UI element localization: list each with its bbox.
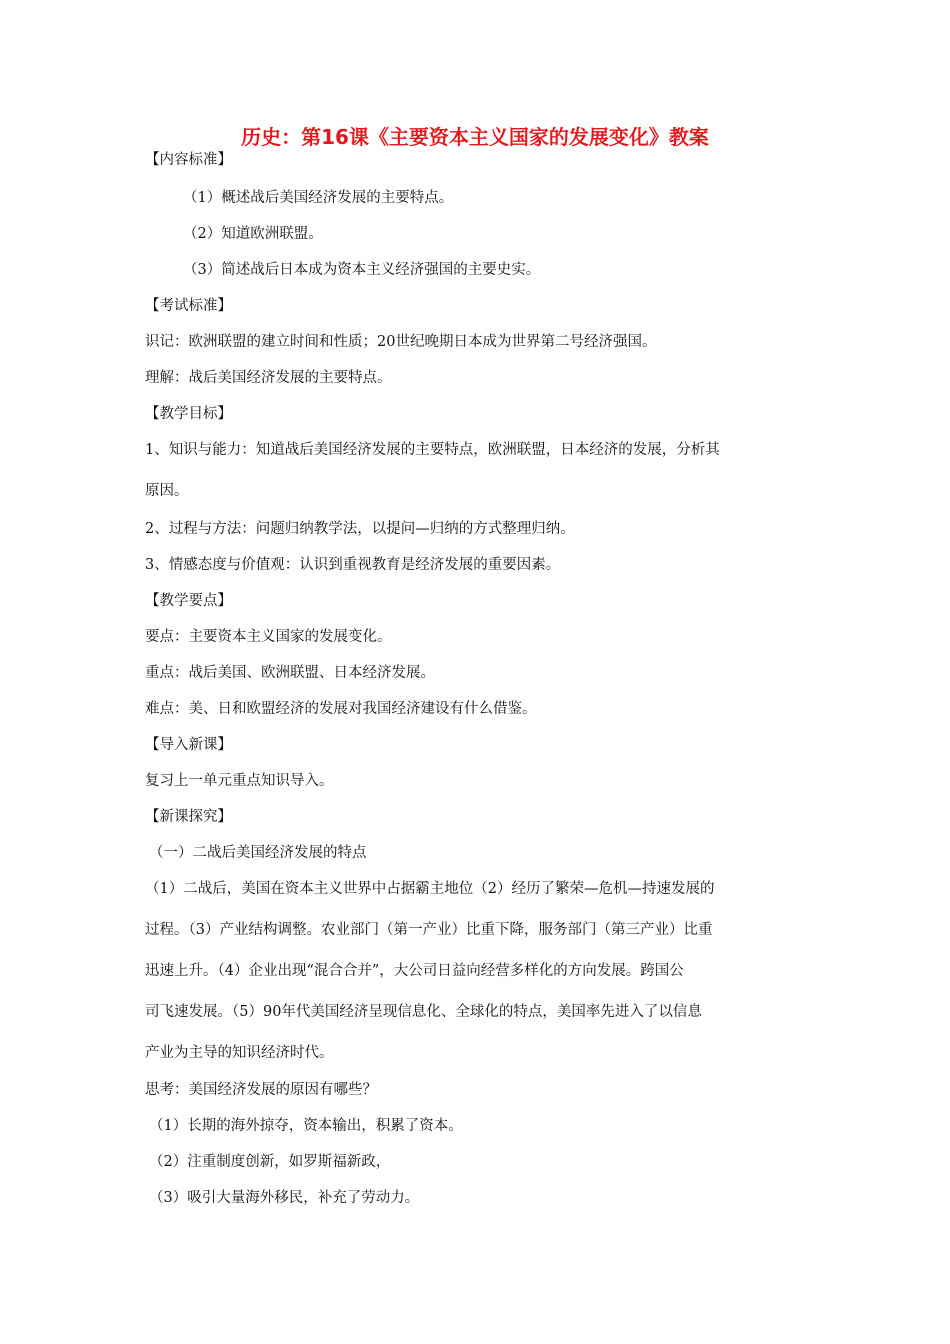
goal-3: 3、情感态度与价值观：认识到重视教育是经济发展的重要因素。	[145, 557, 561, 573]
goal-1-line-1: 1、知识与能力：知道战后美国经济发展的主要特点，欧洲联盟，日本经济的发展，分析其	[145, 442, 720, 458]
reason-1: （1）长期的海外掠夺，资本输出，积累了资本。	[149, 1118, 463, 1134]
us-para-line-2: 过程。（3）产业结构调整。农业部门（第一产业）比重下降，服务部门（第三产业）比重	[145, 922, 713, 938]
subsection-us-economy: （一）二战后美国经济发展的特点	[149, 845, 367, 861]
exam-understand: 理解：战后美国经济发展的主要特点。	[145, 370, 392, 386]
content-item-1: （1）概述战后美国经济发展的主要特点。	[183, 190, 454, 206]
point-difficult: 难点：美、日和欧盟经济的发展对我国经济建设有什么借鉴。	[145, 701, 537, 717]
think-question: 思考：美国经济发展的原因有哪些？	[145, 1082, 377, 1098]
us-para-line-1: （1）二战后，美国在资本主义世界中占据霸主地位（2）经历了繁荣—危机—持速发展的	[145, 881, 715, 897]
point-main: 要点：主要资本主义国家的发展变化。	[145, 629, 392, 645]
us-para-line-4: 司飞速发展。（5）90年代美国经济呈现信息化、全球化的特点，美国率先进入了以信息	[145, 1004, 702, 1020]
section-heading-content-standard: 【内容标准】	[145, 152, 232, 168]
us-para-line-3: 迅速上升。（4）企业出现“混合合并”，大公司日益向经营多样化的方向发展。跨国公	[145, 963, 684, 979]
intro-text: 复习上一单元重点知识导入。	[145, 773, 334, 789]
section-heading-teaching-points: 【教学要点】	[145, 593, 232, 609]
point-key: 重点：战后美国、欧洲联盟、日本经济发展。	[145, 665, 435, 681]
section-heading-teaching-goals: 【教学目标】	[145, 406, 232, 422]
goal-2: 2、过程与方法：问题归纳教学法，以提问—归纳的方式整理归纳。	[145, 521, 575, 537]
us-para-line-5: 产业为主导的知识经济时代。	[145, 1045, 334, 1061]
content-item-2: （2）知道欧洲联盟。	[183, 226, 323, 242]
content-item-3: （3）简述战后日本成为资本主义经济强国的主要史实。	[183, 262, 541, 278]
section-heading-intro: 【导入新课】	[145, 737, 232, 753]
section-heading-exam-standard: 【考试标准】	[145, 298, 232, 314]
document-title: 历史：第16课《主要资本主义国家的发展变化》教案	[241, 125, 709, 149]
reason-3: （3）吸引大量海外移民，补充了劳动力。	[149, 1190, 420, 1206]
section-heading-new-lesson: 【新课探究】	[145, 809, 232, 825]
exam-recall: 识记：欧洲联盟的建立时间和性质；20世纪晚期日本成为世界第二号经济强国。	[145, 334, 657, 350]
reason-2: （2）注重制度创新，如罗斯福新政，	[149, 1154, 391, 1170]
goal-1-line-2: 原因。	[145, 483, 189, 499]
